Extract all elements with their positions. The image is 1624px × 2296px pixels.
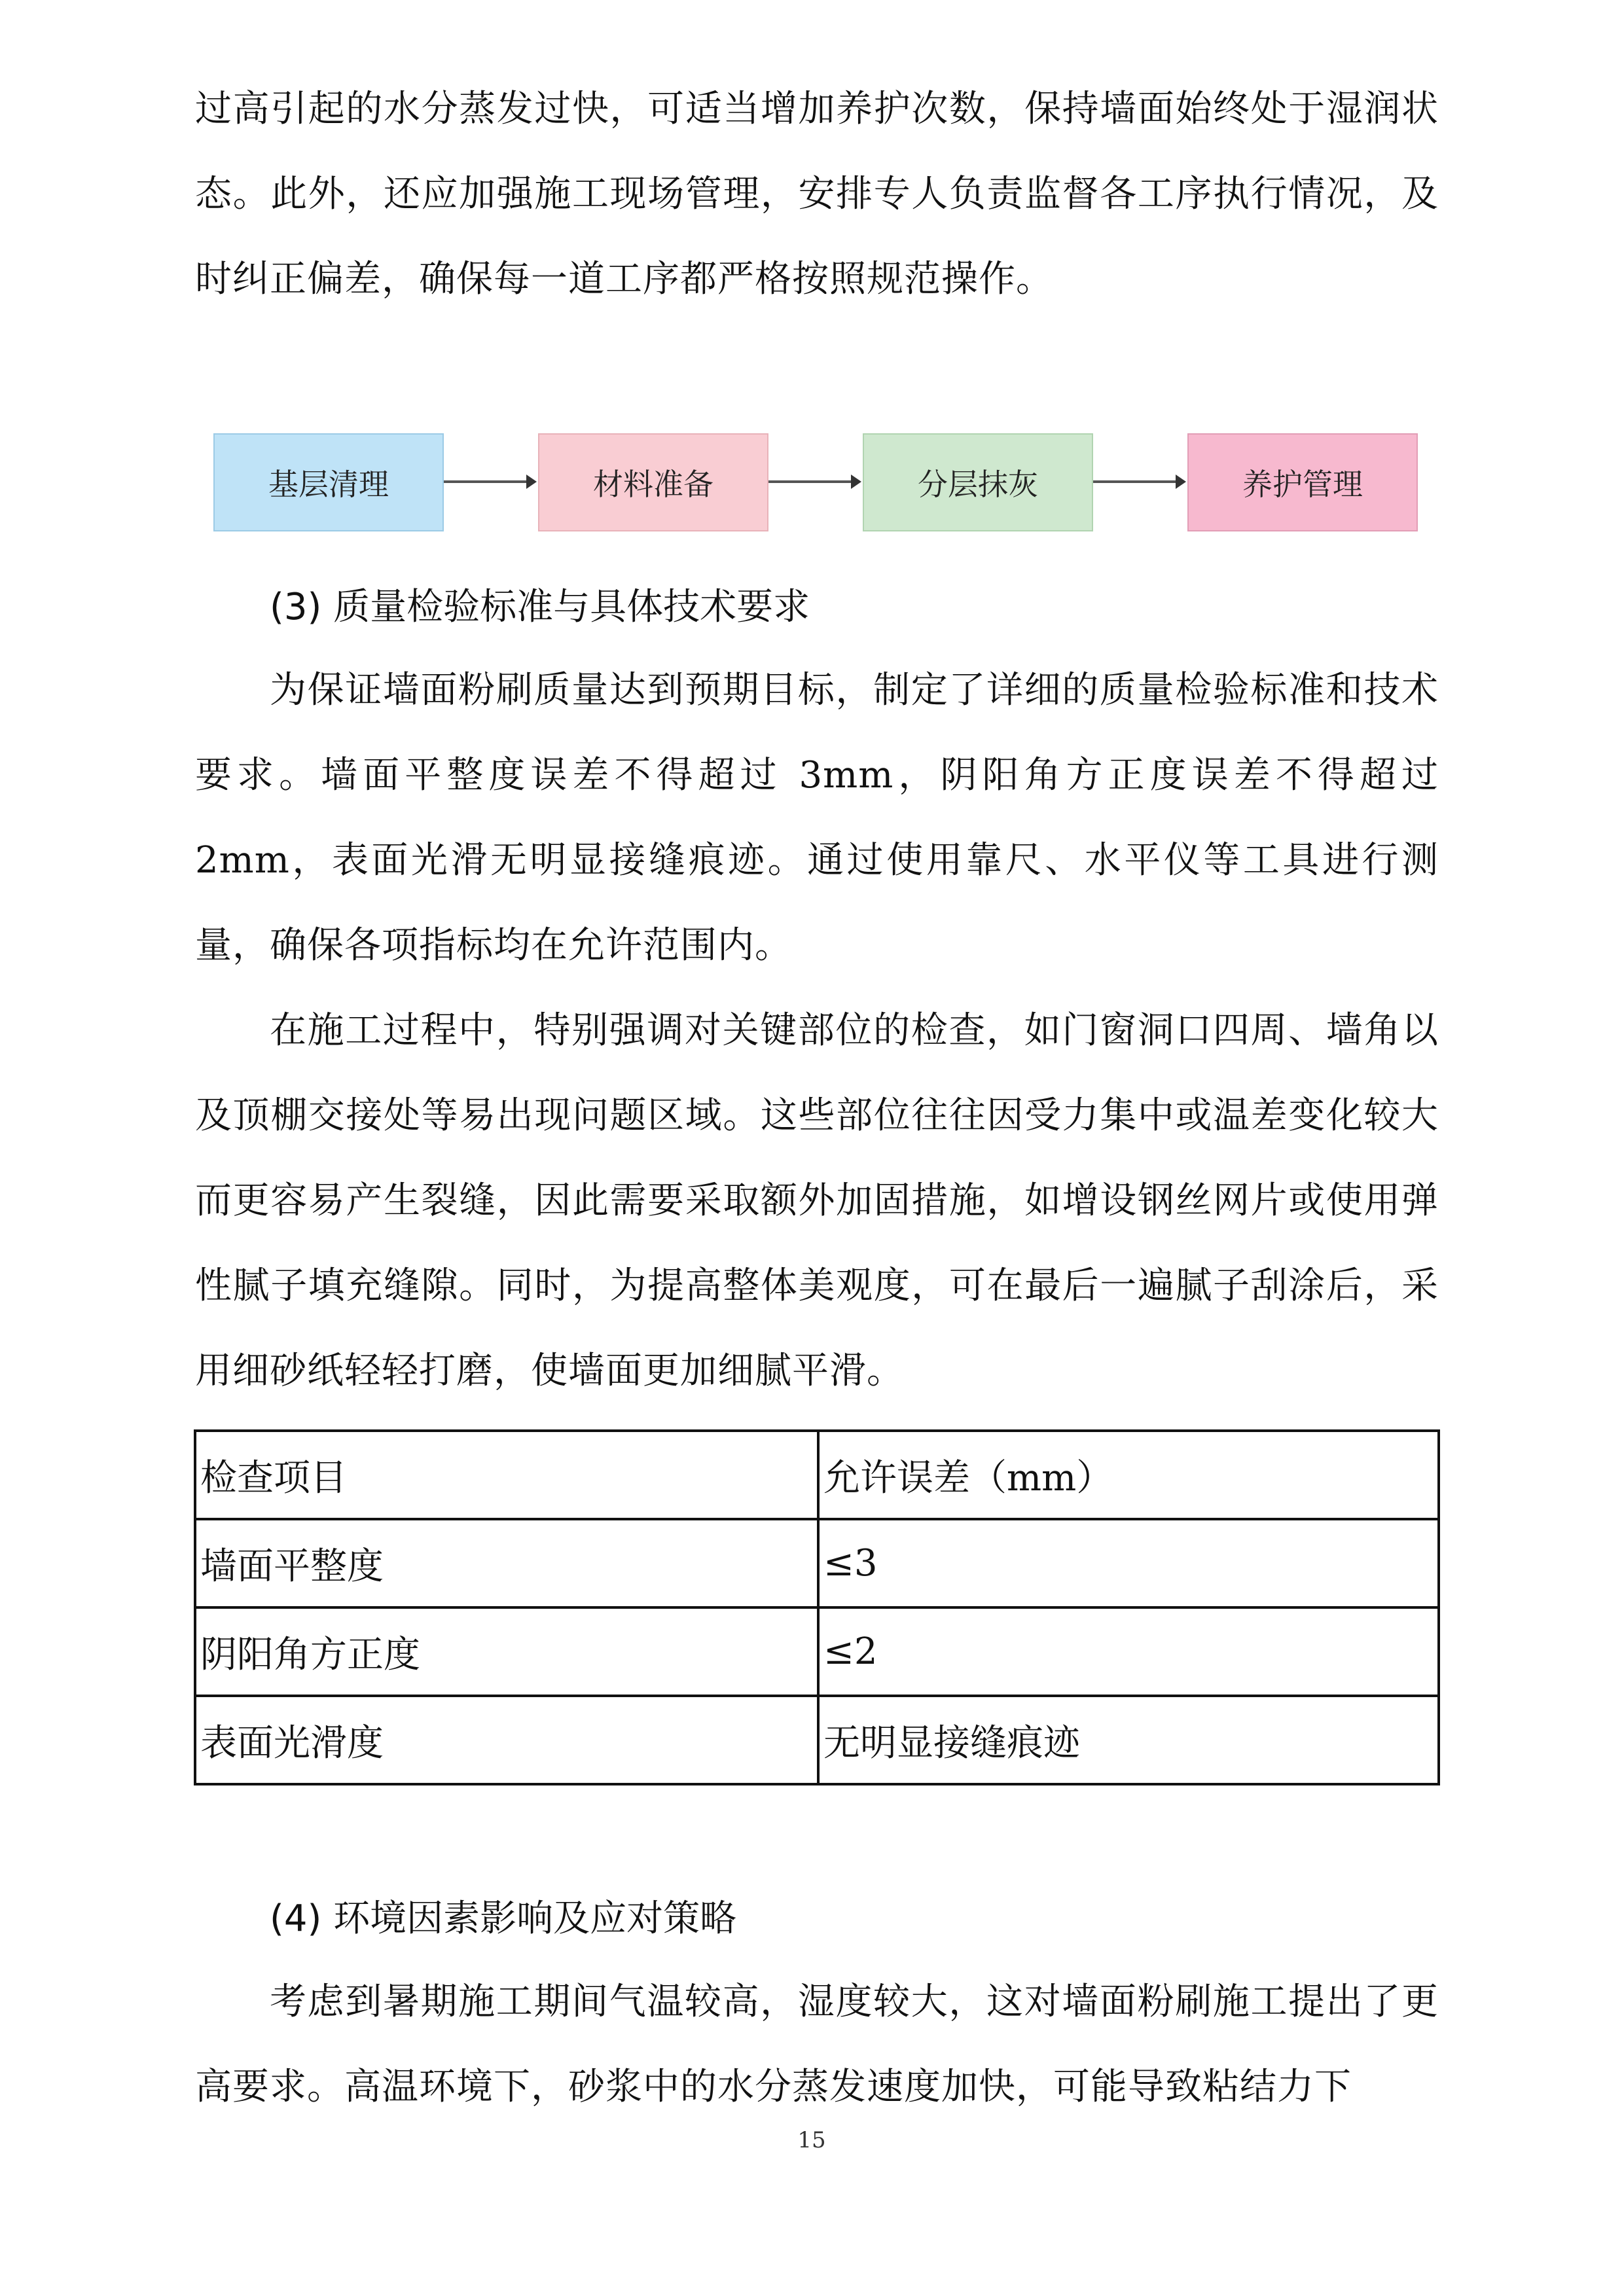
section-heading-4: (4) 环境因素影响及应对策略 <box>270 1897 737 1940</box>
flow-arrow-2 <box>768 480 859 483</box>
table-cell: 表面光滑度 <box>195 1696 818 1784</box>
flow-step-3-label: 分层抹灰 <box>918 467 1038 502</box>
page-number: 15 <box>797 2127 826 2153</box>
table-row <box>195 1696 1439 1784</box>
table-row <box>195 1519 1439 1607</box>
table-cell: ≤2 <box>818 1607 1439 1696</box>
paragraph-curing: 过高引起的水分蒸发过快，可适当增加养护次数，保持墙面始终处于湿润状态。此外，还应加强施工现场管理，安排专人负责监督各工序执行情况，及时纠正偏差，确保每一道工序都严格按照规范操作。 <box>195 88 1439 300</box>
flow-step-4-label: 养护管理 <box>1242 467 1363 502</box>
flow-step-1-label: 基层清理 <box>268 467 389 502</box>
flow-step-3 <box>863 433 1093 531</box>
table-header-cell: 允许误差（mm） <box>818 1431 1439 1519</box>
table-row <box>195 1607 1439 1696</box>
flow-arrow-1 <box>444 480 534 483</box>
flow-step-2 <box>538 433 768 531</box>
flow-step-2-label: 材料准备 <box>593 467 713 502</box>
flow-step-1 <box>213 433 444 531</box>
paragraph-key-locations: 在施工过程中，特别强调对关键部位的检查，如门窗洞口四周、墙角以及顶棚交接处等易出现问题区域。这些部位往往因受力集中或温差变化较大而更容易产生裂缝，因此需要采取额外加固措施，如增设钢丝网片或使用弹性腻子填充缝隙。同时，为提高整体美观度，可在最后一遍腻子刮涂后，采用细砂纸轻轻打磨，使墙面更加细腻平滑。 <box>195 1009 1439 1392</box>
table-cell: ≤3 <box>818 1519 1439 1607</box>
paragraph-quality-standards: 为保证墙面粉刷质量达到预期目标，制定了详细的质量检验标准和技术要求。墙面平整度误差不得超过 3mm，阴阳角方正度误差不得超过 2mm，表面光滑无明显接缝痕迹。通过使用靠尺、水平仪等工具进行测量，确保各项指标均在允许范围内。 <box>195 669 1439 967</box>
table-cell: 墙面平整度 <box>195 1519 818 1607</box>
table-cell: 无明显接缝痕迹 <box>818 1696 1439 1784</box>
quality-check-table <box>194 1429 1440 1785</box>
section-heading-3: (3) 质量检验标准与具体技术要求 <box>270 586 810 628</box>
table-header-row <box>195 1431 1439 1519</box>
paragraph-environment: 考虑到暑期施工期间气温较高，湿度较大，这对墙面粉刷施工提出了更高要求。高温环境下，砂浆中的水分蒸发速度加快，可能导致粘结力下 <box>195 1981 1439 2108</box>
table-header-cell: 检查项目 <box>195 1431 818 1519</box>
flow-arrow-3 <box>1093 480 1183 483</box>
flow-step-4 <box>1187 433 1418 531</box>
table-cell: 阴阳角方正度 <box>195 1607 818 1696</box>
